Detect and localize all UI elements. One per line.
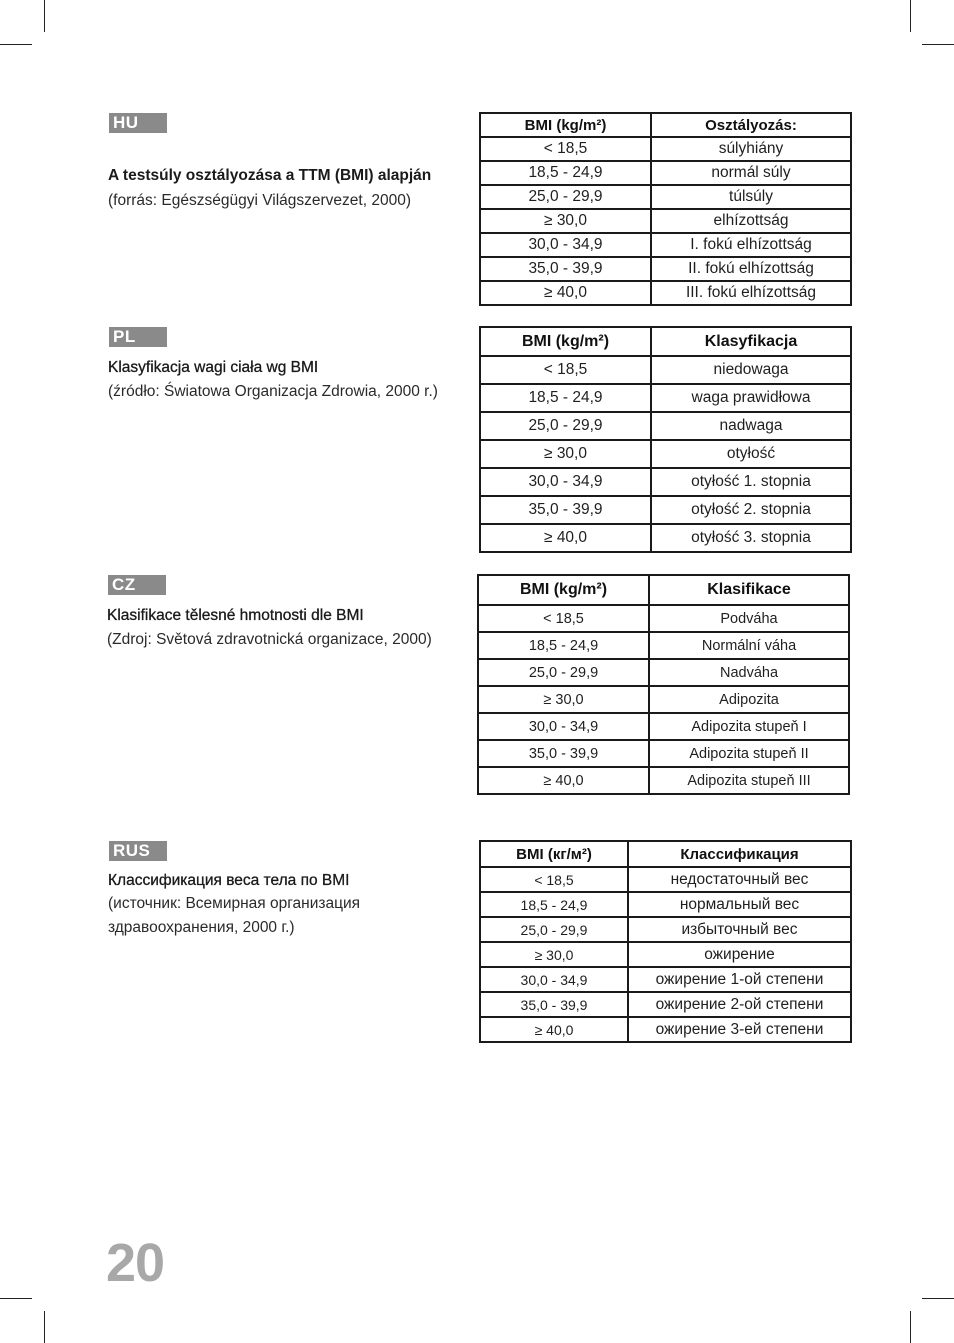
table-row: [480, 524, 851, 552]
bmi-range-cell: ≥ 40,0: [480, 1017, 628, 1042]
table-header-row: [480, 327, 851, 356]
bmi-range-cell: 30,0 - 34,9: [480, 233, 651, 257]
bmi-range-cell: ≥ 40,0: [480, 524, 651, 552]
section-title-hu: A testsúly osztályozása a TTM (BMI) alapján: [108, 167, 432, 184]
classification-cell: Adipozita stupeň II: [649, 740, 849, 767]
section-source-cz: (Zdroj: Světová zdravotnická organizace, 2000): [107, 631, 432, 648]
table-row: [478, 659, 849, 686]
classification-cell: нормальный вес: [628, 892, 851, 917]
table-row: [480, 209, 851, 233]
classification-cell: ожирение 3-ей степени: [628, 1017, 851, 1042]
classification-cell: ожирение 1-ой степени: [628, 967, 851, 992]
language-badge-rus: RUS: [109, 841, 167, 861]
table-row: [480, 185, 851, 209]
table-row: [480, 1017, 851, 1042]
classification-cell: súlyhiány: [651, 137, 851, 161]
crop-mark: [922, 1298, 954, 1299]
bmi-range-cell: 18,5 - 24,9: [480, 384, 651, 412]
bmi-range-cell: ≥ 30,0: [480, 942, 628, 967]
classification-cell: waga prawidłowa: [651, 384, 851, 412]
table-row: [480, 468, 851, 496]
table-row: [480, 892, 851, 917]
bmi-range-cell: ≥ 40,0: [480, 281, 651, 305]
bmi-range-cell: 35,0 - 39,9: [478, 740, 649, 767]
classification-cell: Podváha: [649, 605, 849, 632]
bmi-column-header: BMI (кг/м²): [480, 841, 628, 867]
bmi-range-cell: 30,0 - 34,9: [480, 468, 651, 496]
classification-cell: otyłość 1. stopnia: [651, 468, 851, 496]
section-title-cz: Klasifikace tělesné hmotnosti dle BMI: [107, 607, 364, 624]
bmi-range-cell: ≥ 40,0: [478, 767, 649, 794]
classification-cell: I. fokú elhízottság: [651, 233, 851, 257]
bmi-range-cell: 35,0 - 39,9: [480, 257, 651, 281]
bmi-range-cell: ≥ 30,0: [480, 440, 651, 468]
table-row: [480, 233, 851, 257]
crop-mark: [910, 1311, 911, 1343]
bmi-table-rus: [479, 840, 852, 1043]
bmi-range-cell: 35,0 - 39,9: [480, 992, 628, 1017]
classification-cell: недостаточный вес: [628, 867, 851, 892]
crop-mark: [922, 44, 954, 45]
bmi-range-cell: 18,5 - 24,9: [480, 161, 651, 185]
table-row: [480, 942, 851, 967]
table-row: [480, 867, 851, 892]
crop-mark: [910, 0, 911, 32]
table-row: [480, 137, 851, 161]
classification-cell: otyłość 3. stopnia: [651, 524, 851, 552]
table-row: [478, 713, 849, 740]
table-header-row: [480, 841, 851, 867]
bmi-range-cell: 30,0 - 34,9: [480, 967, 628, 992]
bmi-range-cell: 25,0 - 29,9: [480, 917, 628, 942]
classification-cell: Nadváha: [649, 659, 849, 686]
table-row: [480, 440, 851, 468]
bmi-range-cell: < 18,5: [478, 605, 649, 632]
classification-cell: normál súly: [651, 161, 851, 185]
bmi-range-cell: < 18,5: [480, 867, 628, 892]
table-row: [480, 496, 851, 524]
classification-column-header: Классификация: [628, 841, 851, 867]
table-row: [480, 412, 851, 440]
classification-cell: III. fokú elhízottság: [651, 281, 851, 305]
classification-cell: niedowaga: [651, 356, 851, 384]
table-row: [480, 281, 851, 305]
bmi-range-cell: < 18,5: [480, 137, 651, 161]
bmi-range-cell: ≥ 30,0: [478, 686, 649, 713]
language-badge-pl: PL: [109, 327, 167, 347]
classification-cell: ожирение 2-ой степени: [628, 992, 851, 1017]
language-badge-hu: HU: [109, 113, 167, 133]
bmi-range-cell: ≥ 30,0: [480, 209, 651, 233]
bmi-table-pl: [479, 326, 852, 553]
table-row: [480, 992, 851, 1017]
classification-cell: Adipozita: [649, 686, 849, 713]
classification-column-header: Klasifikace: [649, 575, 849, 605]
section-source-pl: (źródło: Światowa Organizacja Zdrowia, 2000 r.): [108, 383, 438, 400]
classification-cell: elhízottság: [651, 209, 851, 233]
section-source-rus-line1: (источник: Всемирная организация: [108, 895, 361, 912]
page-number: 20: [106, 1233, 165, 1293]
bmi-table-hu: [479, 112, 852, 306]
table-header-row: [480, 113, 851, 137]
table-row: [478, 686, 849, 713]
language-badge-cz: CZ: [108, 575, 166, 595]
table-row: [478, 740, 849, 767]
bmi-column-header: BMI (kg/m²): [478, 575, 649, 605]
classification-cell: избыточный вес: [628, 917, 851, 942]
crop-mark: [44, 0, 45, 32]
table-row: [478, 632, 849, 659]
table-row: [480, 967, 851, 992]
classification-cell: otyłość: [651, 440, 851, 468]
table-row: [480, 356, 851, 384]
classification-cell: Adipozita stupeň I: [649, 713, 849, 740]
bmi-range-cell: 18,5 - 24,9: [480, 892, 628, 917]
bmi-range-cell: 35,0 - 39,9: [480, 496, 651, 524]
bmi-range-cell: 25,0 - 29,9: [480, 412, 651, 440]
bmi-table-cz: [477, 574, 850, 795]
bmi-range-cell: 25,0 - 29,9: [478, 659, 649, 686]
bmi-range-cell: 25,0 - 29,9: [480, 185, 651, 209]
table-row: [480, 917, 851, 942]
section-title-pl: Klasyfikacja wagi ciała wg BMI: [108, 359, 319, 376]
classification-cell: II. fokú elhízottság: [651, 257, 851, 281]
classification-cell: Adipozita stupeň III: [649, 767, 849, 794]
bmi-range-cell: 30,0 - 34,9: [478, 713, 649, 740]
table-row: [478, 605, 849, 632]
table-header-row: [478, 575, 849, 605]
classification-cell: otyłość 2. stopnia: [651, 496, 851, 524]
section-source-hu: (forrás: Egészségügyi Világszervezet, 2000): [108, 192, 411, 209]
table-row: [478, 767, 849, 794]
section-title-rus: Классификация веса тела по BMI: [108, 872, 350, 889]
classification-cell: nadwaga: [651, 412, 851, 440]
classification-cell: Normální váha: [649, 632, 849, 659]
crop-mark: [0, 44, 32, 45]
table-row: [480, 257, 851, 281]
classification-column-header: Klasyfikacja: [651, 327, 851, 356]
crop-mark: [44, 1311, 45, 1343]
table-row: [480, 161, 851, 185]
bmi-range-cell: < 18,5: [480, 356, 651, 384]
classification-column-header: Osztályozás:: [651, 113, 851, 137]
bmi-column-header: BMI (kg/m²): [480, 327, 651, 356]
bmi-column-header: BMI (kg/m²): [480, 113, 651, 137]
section-source-rus-line2: здравоохранения, 2000 г.): [108, 919, 295, 936]
classification-cell: ожирение: [628, 942, 851, 967]
bmi-range-cell: 18,5 - 24,9: [478, 632, 649, 659]
crop-mark: [0, 1298, 32, 1299]
classification-cell: túlsúly: [651, 185, 851, 209]
table-row: [480, 384, 851, 412]
